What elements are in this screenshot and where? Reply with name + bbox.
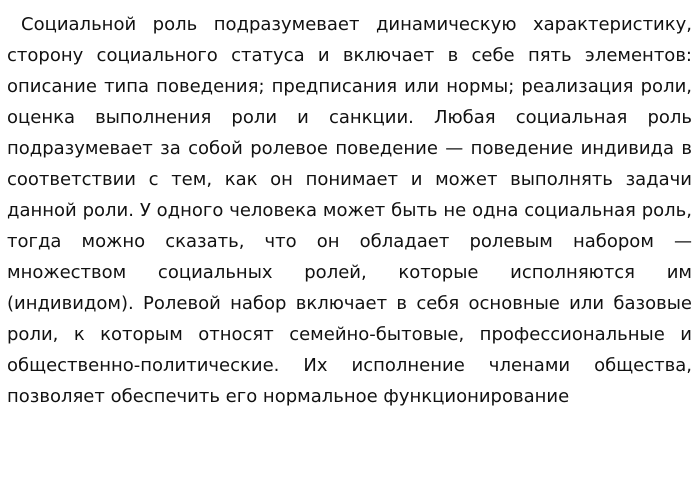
body-paragraph: Социальной роль подразумевает динамическую характеристику, сторону социального статуса и включает в себе пять элементов: описание типа поведения; предписания или нормы; реализация роли, оценка выполнения роли и санкции. Любая социальная роль подразумевает за собой ролевое поведение — поведение индивида в соответствии с тем, как он понимает и может выполнять задачи данной роли. У одного человека может быть не одна социальная роль, тогда можно сказать, что он обладает ролевым набором — множеством социальных ролей, которые исполняются им (индивидом). Ролевой набор включает в себя основные или базовые роли, к которым относят семейно-бытовые, профессиональные и общественно-политические. Их исполнение членами общества, позволяет обеспечить его нормальное функционирование xyxy=(7,14,692,407)
